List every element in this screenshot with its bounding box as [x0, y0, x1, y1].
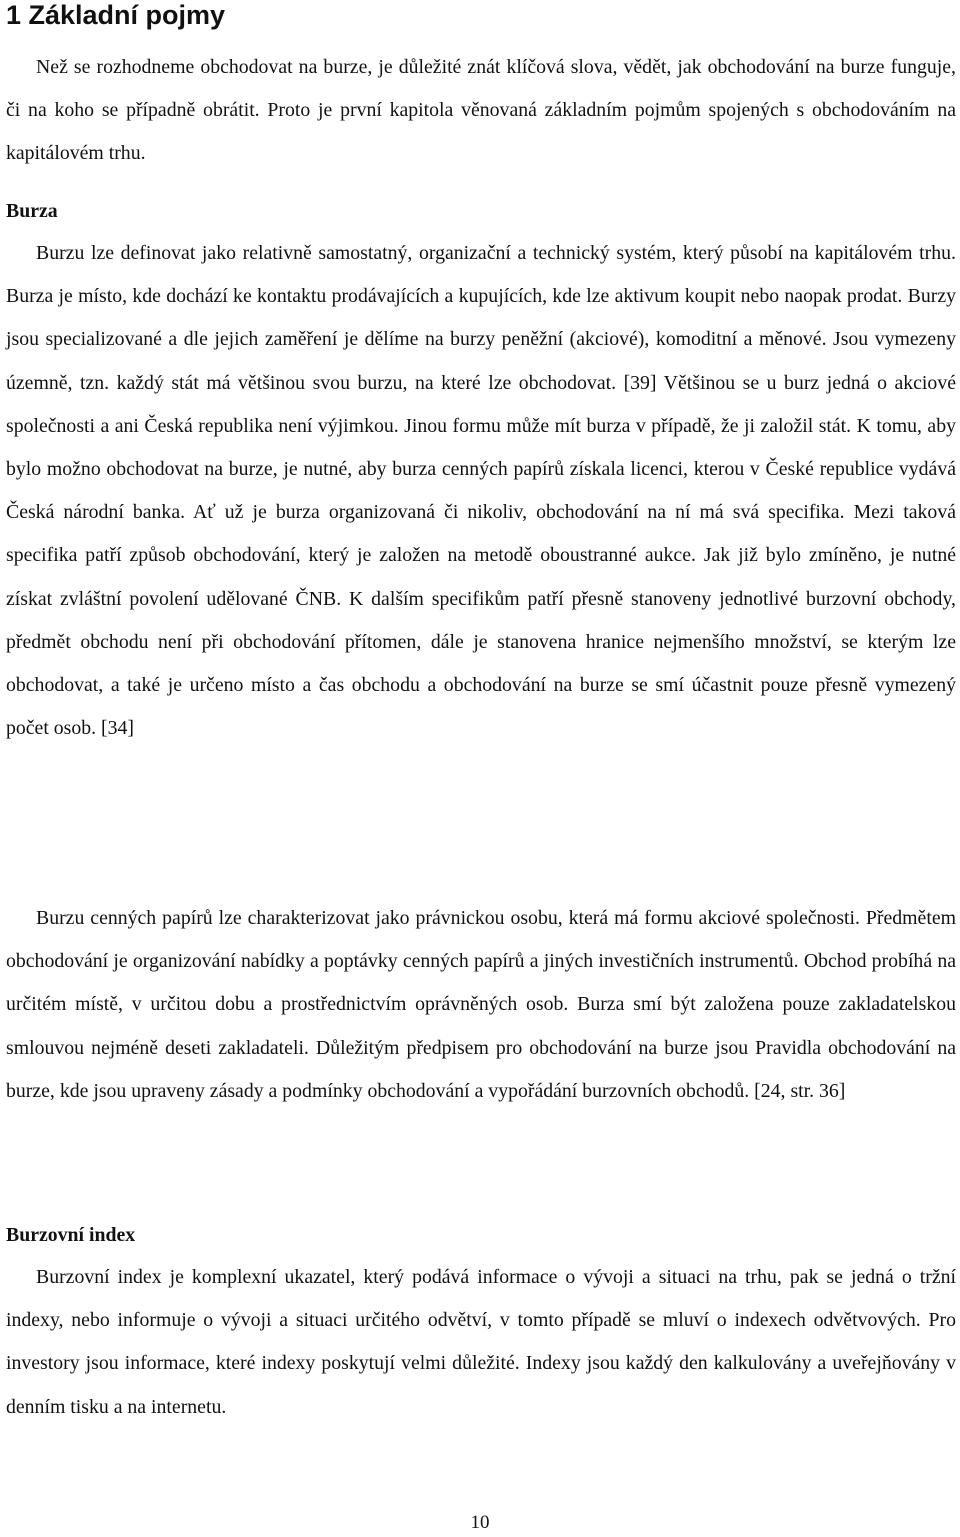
- intro-paragraph: Než se rozhodneme obchodovat na burze, je důležité znát klíčová slova, vědět, jak obchodování na burze funguje, či na koho se případně obrátit. Proto je první kapitola věnovaná základním pojmům spojených s obchodováním na kapitálovém trhu.: [6, 56, 956, 165]
- section-heading-burzovni-index: Burzovní index: [6, 1224, 136, 1246]
- burza-paragraph-2: Burzu cenných papírů lze charakterizovat jako právnickou osobu, která má formu akciové společnosti. Předmětem obchodování je organizování nabídky a poptávky cenných papírů a jiných investičních instrumentů. Obchod probíhá na určitém místě, v určitou dobu a prostřednictvím oprávněných osob. Burza smí být založena pouze zakladatelskou smlouvou nejméně deseti zakladateli. Důležitým předpisem pro obchodování na burze jsou Pravidla obchodování na burze, kde jsou upraveny zásady a podmínky obchodování a vypořádání burzovních obchodů. [24, str. 36]: [6, 907, 956, 1102]
- burza-paragraph-1: Burzu lze definovat jako relativně samostatný, organizační a technický systém, který působí na kapitálovém trhu. Burza je místo, kde dochází ke kontaktu prodávajících a kupujících, kde lze aktivum koupit nebo naopak prodat. Burzy jsou specializované a dle jejich zaměření je dělíme na burzy peněžní (akciové), komoditní a měnové. Jsou vymezeny územně, tzn. každý stát má většinou svou burzu, na které lze obchodovat. [39] Většinou se u burz jedná o akciové společnosti a ani Česká republika není výjimkou. Jinou formu může mít burza v případě, že ji založil stát. K tomu, aby bylo možno obchodovat na burze, je nutné, aby burza cenných papírů získala licenci, kterou v České republice vydává Česká národní banka. Ať už je burza organizovaná či nikoliv, obchodování na ní má svá specifika. Mezi taková specifika patří způsob obchodování, který je založen na metodě oboustranné aukce. Jak již bylo zmíněno, je nutné získat zvláštní povolení udělované ČNB. K dalším specifikům patří přesně stanoveny jednotlivé burzovní obchody, předmět obchodu není při obchodování přítomen, dále je stanovena hranice nejmenšího množství, se kterým lze obchodovat, a také je určeno místo a čas obchodu a obchodování na burze se smí účastnit pouze přesně vymezený počet osob. [34]: [6, 242, 956, 740]
- burzovni-index-paragraph: Burzovní index je komplexní ukazatel, který podává informace o vývoji a situaci na trhu, pak se jedná o tržní indexy, nebo informuje o vývoji a situaci určitého odvětví, v tomto případě se mluví o indexech odvětvových. Pro investory jsou informace, které indexy poskytují velmi důležité. Indexy jsou každý den kalkulovány a uveřejňovány v denním tisku a na internetu.: [6, 1266, 956, 1418]
- chapter-title: 1 Základní pojmy: [6, 0, 226, 30]
- section-heading-burza: Burza: [6, 200, 58, 222]
- page-number: 10: [470, 1512, 490, 1533]
